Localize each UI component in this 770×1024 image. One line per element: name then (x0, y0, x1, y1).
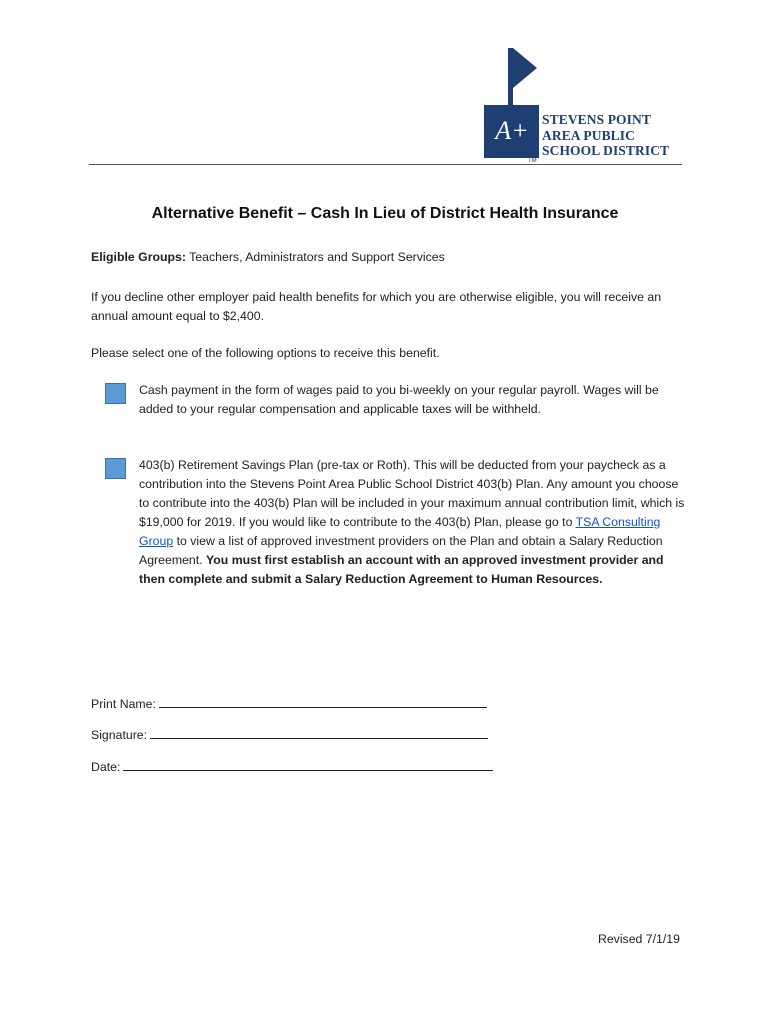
intro-paragraph: If you decline other employer paid health benefits for which you are otherwise eligible, you will receive an annual amount equal to $2,400. (91, 290, 662, 323)
eligible-groups-value: Teachers, Administrators and Support Services (189, 250, 445, 264)
option-text (139, 456, 685, 589)
logo-name-line: SCHOOL DISTRICT (542, 143, 670, 158)
print-name-field (91, 695, 487, 711)
tsa-consulting-group-link[interactable]: TSA Consulting Group (139, 515, 661, 548)
403b-plan-checkbox[interactable] (105, 458, 126, 479)
date-line[interactable] (123, 758, 493, 771)
logo-name-line: STEVENS POINT (542, 112, 651, 127)
eligible-groups-label: Eligible Groups: (91, 250, 186, 264)
print-name-label: Print Name: (91, 697, 156, 711)
logo-name-line: AREA PUBLIC (542, 127, 635, 143)
option-text: Cash payment in the form of wages paid to you bi-weekly on your regular payroll. Wages will be added to your regular compensation and applicable taxes will be withheld. (139, 383, 659, 416)
eligible-groups (91, 248, 445, 267)
signature-line[interactable] (150, 726, 488, 739)
district-logo (484, 44, 684, 170)
cash-payment-checkbox[interactable] (105, 383, 126, 404)
date-field (91, 758, 493, 774)
logo-trademark: TM (528, 158, 537, 164)
option-bold-instruction: You must first establish an account with an approved investment provider and then complete and submit a Salary Reduction Agreement to Human Resources. (139, 553, 664, 586)
logo-district-name (542, 112, 669, 159)
signature-field (91, 726, 488, 742)
revised-date: Revised 7/1/19 (597, 932, 680, 946)
option-text-after-link: to view a list of approved investment providers on the Plan and obtain a Salary Reduction Agreement. (139, 534, 663, 567)
option-403b-plan (105, 456, 685, 589)
document-title: Alternative Benefit – Cash In Lieu of District Health Insurance (151, 205, 619, 222)
logo-monogram: A+ (495, 116, 529, 145)
select-prompt: Please select one of the following options to receive this benefit. (91, 346, 440, 360)
date-label: Date: (91, 760, 121, 774)
header-divider (89, 164, 682, 165)
signature-label: Signature: (91, 728, 148, 742)
print-name-line[interactable] (159, 695, 487, 708)
option-cash-payment (105, 381, 685, 419)
option-text-before-link: 403(b) Retirement Savings Plan (pre-tax or Roth). This will be deducted from your paycheck as a contribution into the Stevens Point Area Public School District 403(b) Plan. Any amount you choose to contribute into the 403(b) Plan will be included in your maximum annual contribution limit, which is $19,000 for 2019. If you would like to contribute to the 403(b) Plan, please go to (139, 458, 685, 529)
